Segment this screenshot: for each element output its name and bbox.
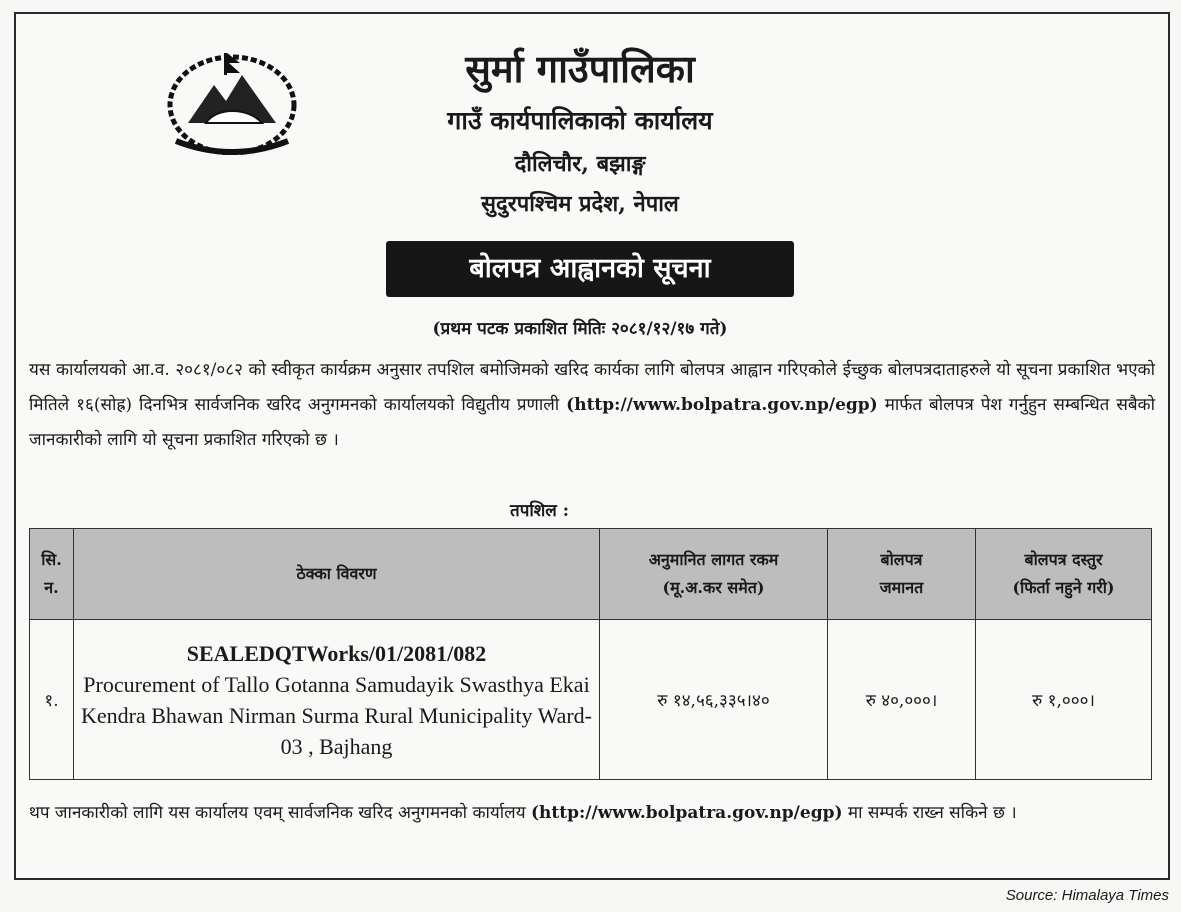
cell-bid-bond: रु ४०,०००। <box>828 620 976 780</box>
footer-text: थप जानकारीको लागि यस कार्यालय एवम् सार्वजनिक खरिद अनुगमनको कार्यालय <box>29 803 526 823</box>
cell-description <box>74 620 600 780</box>
header-bid-bond: बोलपत्र जमानत <box>828 529 976 620</box>
cell-sn: १. <box>30 620 74 780</box>
office-location: दौलिचौर, बझाङ्ग <box>514 151 646 177</box>
cell-bid-fee: रु १,०००। <box>976 620 1152 780</box>
table-caption: तपशिल : <box>510 501 570 521</box>
office-name: गाउँ कार्यपालिकाको कार्यालय <box>447 106 713 135</box>
footer-note <box>29 796 1155 831</box>
footer-text-end: मा सम्पर्क राख्न सकिने छ । <box>847 803 1017 823</box>
office-province: सुदुरपश्चिम प्रदेश, नेपाल <box>481 191 679 217</box>
header-bid-fee: बोलपत्र दस्तुर (फिर्ता नहुने गरी) <box>976 529 1152 620</box>
header-estimated-cost: अनुमानित लागत रकम (मू.अ.कर समेत) <box>600 529 828 620</box>
source-credit: Source: Himalaya Times <box>1005 887 1169 904</box>
tender-table <box>29 528 1152 780</box>
notice-title: बोलपत्र आह्वानको सूचना <box>386 241 794 297</box>
table-header-row <box>30 529 1152 620</box>
footer-url-link[interactable]: (http://www.bolpatra.gov.np/egp) <box>530 803 843 823</box>
notice-body <box>29 353 1155 458</box>
cell-estimated-cost: रु १४,५६,३३५।४० <box>600 620 828 780</box>
table-row <box>30 620 1152 780</box>
header-description: ठेक्का विवरण <box>74 529 600 620</box>
published-date: (प्रथम पटक प्रकाशित मितिः २०८१/१२/१७ गते) <box>432 319 728 339</box>
municipality-name: सुर्मा गाउँपालिका <box>465 46 695 91</box>
bolpatra-url-link[interactable]: (http://www.bolpatra.gov.np/egp) <box>566 395 878 415</box>
contract-code: SEALEDQTWorks/01/2081/082 <box>186 640 487 666</box>
notice-body-text: यस कार्यालयको आ.व. २०८१/०८२ को स्वीकृत कार्यक्रम अनुसार तपशिल बमोजिमको खरिद कार्यका लागि बोलपत्र आह्वान गरिएकोले ईच्छुक बोलपत्रदाताहरुले यो सूचना प्रकाशित भएको मितिले १६(सोह्र) दिनभित्र सार्वजनिक खरिद अनुगमनको कार्यालयको विद्युतीय प्रणाली <box>29 360 1155 415</box>
contract-description: Procurement of Tallo Gotanna Samudayik Swasthya Ekai Kendra Bhawan Nirman Surma Rural Municipality Ward-03 , Bajhang <box>80 671 593 759</box>
notice-body-text-end: मार्फत बोलपत्र पेश गर्नुहुन सम्बन्धित सबैको जानकारीको लागि यो सूचना प्रकाशित गरिएको छ । <box>29 395 1156 450</box>
header-sn: सि. न. <box>30 529 74 620</box>
